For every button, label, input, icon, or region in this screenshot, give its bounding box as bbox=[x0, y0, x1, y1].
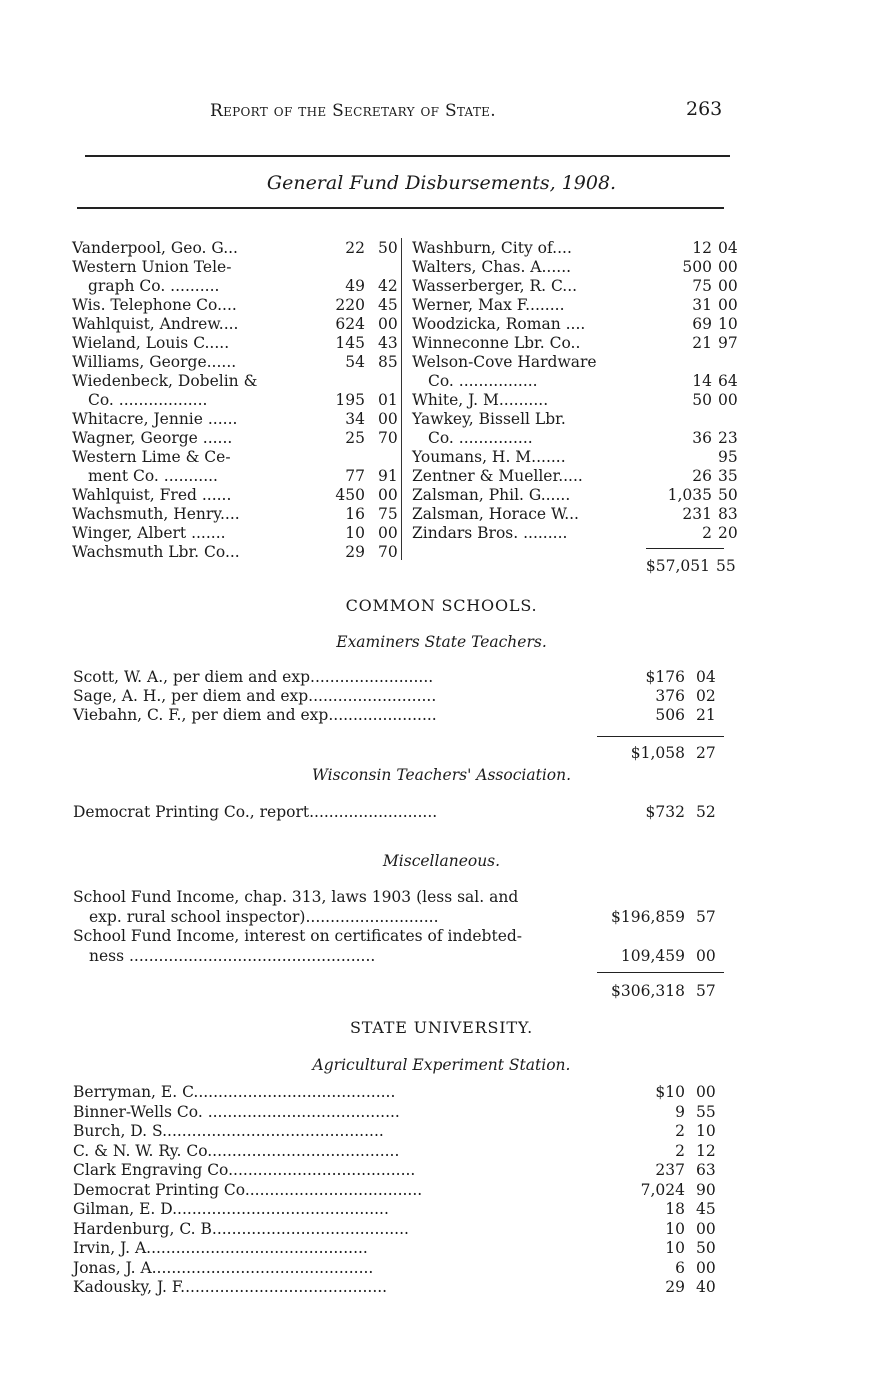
general-total-dollars: $57,051 bbox=[645, 557, 710, 575]
amount-cents: 00 bbox=[696, 1258, 716, 1277]
amount-dollars: 220 bbox=[335, 296, 365, 314]
payee-name: Co. ............... bbox=[428, 429, 533, 447]
amount-cents: 52 bbox=[696, 803, 716, 821]
ledger-row bbox=[73, 1082, 723, 1102]
misc-total-rule bbox=[597, 972, 724, 973]
amount-cents: 20 bbox=[718, 524, 738, 542]
ledger-row bbox=[412, 372, 742, 391]
ledger-row bbox=[72, 239, 400, 258]
ledger-row bbox=[72, 467, 400, 486]
amount-dollars: 50 bbox=[692, 391, 712, 409]
amount-cents: 00 bbox=[696, 1219, 716, 1238]
payee-name: Werner, Max F........ bbox=[412, 296, 565, 314]
amount-dollars: 231 bbox=[682, 505, 712, 523]
amount-dollars: 7,024 bbox=[640, 1180, 685, 1199]
entry-description: Scott, W. A., per diem and exp......................... bbox=[73, 668, 434, 686]
payee-name: Wieland, Louis C..... bbox=[72, 334, 230, 352]
payee-name: ment Co. ........... bbox=[88, 467, 218, 485]
ledger-row bbox=[72, 448, 400, 467]
ledger-row bbox=[412, 467, 742, 486]
ledger-row bbox=[72, 258, 400, 277]
common-schools-heading: COMMON SCHOOLS. bbox=[345, 596, 538, 615]
entry-description: exp. rural school inspector)........................... bbox=[89, 907, 439, 926]
amount-dollars: 237 bbox=[655, 1161, 685, 1179]
ledger-row bbox=[72, 372, 400, 391]
ledger-row bbox=[73, 907, 723, 927]
amount-dollars: 29 bbox=[665, 1278, 685, 1296]
examiners-subheading: Examiners State Teachers. bbox=[336, 633, 547, 651]
ledger-row bbox=[412, 486, 742, 505]
ledger-row bbox=[412, 391, 742, 410]
misc-total-row bbox=[73, 981, 723, 1001]
payee-name: Vanderpool, Geo. G... bbox=[72, 239, 238, 257]
entry-description: Jonas, J. A............................................. bbox=[73, 1258, 374, 1277]
amount-cents: 83 bbox=[718, 505, 738, 523]
payee-name: Yawkey, Bissell Lbr. bbox=[412, 410, 566, 428]
general-total-rule bbox=[646, 548, 724, 549]
amount-cents: 35 bbox=[718, 467, 738, 485]
amount-cents: 63 bbox=[696, 1161, 716, 1179]
amount-dollars: 450 bbox=[335, 486, 365, 504]
running-head-title: Report of the Secretary of State. bbox=[210, 101, 496, 121]
ledger-row bbox=[73, 1199, 723, 1219]
amount-dollars: 376 bbox=[655, 687, 685, 705]
misc-total-dollars: $306,318 bbox=[611, 982, 685, 1000]
examiners-total-rule bbox=[597, 736, 724, 737]
ledger-row bbox=[72, 486, 400, 505]
general-total-row bbox=[410, 557, 740, 576]
amount-dollars: 22 bbox=[345, 239, 365, 257]
amount-cents: 12 bbox=[696, 1141, 716, 1160]
ledger-row bbox=[72, 334, 400, 353]
ledger-row bbox=[73, 802, 723, 822]
ledger-row bbox=[412, 410, 742, 429]
amount-cents: 00 bbox=[696, 1083, 716, 1101]
entry-description: Democrat Printing Co.................................... bbox=[73, 1180, 423, 1199]
amount-cents: 00 bbox=[718, 258, 738, 276]
amount-dollars: 34 bbox=[345, 410, 365, 428]
amount-cents: 01 bbox=[378, 391, 398, 409]
ledger-row bbox=[73, 705, 723, 725]
amount-cents: 42 bbox=[378, 277, 398, 295]
ledger-row bbox=[72, 296, 400, 315]
amount-dollars: 14 bbox=[692, 372, 712, 390]
amount-dollars: 49 bbox=[345, 277, 365, 295]
ledger-row bbox=[412, 315, 742, 334]
amount-cents: 00 bbox=[378, 410, 398, 428]
amount-cents: 23 bbox=[718, 429, 738, 447]
ledger-row bbox=[72, 315, 400, 334]
payee-name: Wahlquist, Andrew.... bbox=[72, 315, 239, 333]
amount-dollars: 69 bbox=[692, 315, 712, 333]
examiners-total-row bbox=[73, 743, 723, 763]
amount-dollars: $10 bbox=[655, 1083, 685, 1101]
amount-dollars: $196,859 bbox=[611, 907, 685, 926]
misc-total-cents: 57 bbox=[696, 982, 716, 1000]
ledger-row bbox=[73, 1141, 723, 1161]
amount-cents: 57 bbox=[696, 907, 716, 926]
association-subheading: Wisconsin Teachers' Association. bbox=[311, 766, 572, 784]
entry-description: School Fund Income, chap. 313, laws 1903 (less sal. and bbox=[73, 888, 519, 906]
amount-dollars: 18 bbox=[665, 1200, 685, 1218]
amount-dollars: 6 bbox=[675, 1258, 685, 1277]
misc-subheading: Miscellaneous. bbox=[382, 852, 501, 870]
entry-description: Binner-Wells Co. ....................................... bbox=[73, 1102, 400, 1121]
general-total-cents: 55 bbox=[716, 557, 736, 575]
amount-dollars: 2 bbox=[675, 1122, 685, 1140]
amount-cents: 43 bbox=[378, 334, 398, 352]
ledger-row bbox=[412, 524, 742, 543]
payee-name: Winger, Albert ....... bbox=[72, 524, 226, 542]
amount-cents: 10 bbox=[718, 315, 738, 333]
payee-name: Washburn, City of.... bbox=[412, 239, 572, 257]
amount-dollars: $732 bbox=[645, 803, 685, 821]
amount-cents: 40 bbox=[696, 1278, 716, 1296]
payee-name: Whitacre, Jennie ...... bbox=[72, 410, 238, 428]
amount-cents: 04 bbox=[696, 668, 716, 686]
entry-description: Viebahn, C. F., per diem and exp...................... bbox=[73, 706, 437, 724]
ledger-row bbox=[73, 887, 723, 907]
payee-name: Zalsman, Phil. G...... bbox=[412, 486, 571, 504]
amount-dollars: 12 bbox=[692, 239, 712, 257]
ledger-row bbox=[73, 1180, 723, 1200]
amount-cents: 95 bbox=[718, 448, 738, 466]
ledger-row bbox=[412, 353, 742, 372]
amount-cents: 45 bbox=[378, 296, 398, 314]
amount-dollars: 36 bbox=[692, 429, 712, 447]
entry-description: C. & N. W. Ry. Co....................................... bbox=[73, 1141, 400, 1160]
amount-dollars: 77 bbox=[345, 467, 365, 485]
amount-dollars: 2 bbox=[702, 524, 712, 542]
ledger-row bbox=[73, 686, 723, 706]
amount-dollars: 2 bbox=[675, 1141, 685, 1160]
amount-dollars: 506 bbox=[655, 706, 685, 724]
payee-name: Wachsmuth Lbr. Co... bbox=[72, 543, 240, 561]
ledger-row bbox=[73, 1102, 723, 1122]
amount-cents: 50 bbox=[718, 486, 738, 504]
amount-cents: 70 bbox=[378, 429, 398, 447]
ledger-row bbox=[72, 391, 400, 410]
amount-cents: 55 bbox=[696, 1102, 716, 1121]
payee-name: Western Lime & Ce- bbox=[72, 448, 231, 466]
amount-cents: 02 bbox=[696, 687, 716, 705]
caption-rule bbox=[77, 207, 724, 209]
ledger-row bbox=[73, 1219, 723, 1239]
amount-dollars: 16 bbox=[345, 505, 365, 523]
experiment-station-subheading: Agricultural Experiment Station. bbox=[312, 1056, 571, 1074]
payee-name: White, J. M.......... bbox=[412, 391, 549, 409]
ledger-row bbox=[412, 448, 742, 467]
amount-cents: 70 bbox=[378, 543, 398, 561]
ledger-row bbox=[72, 505, 400, 524]
ledger-row bbox=[72, 410, 400, 429]
payee-name: Co. .................. bbox=[88, 391, 208, 409]
ledger-row bbox=[72, 429, 400, 448]
amount-cents: 50 bbox=[696, 1239, 716, 1257]
entry-description: Kadousky, J. F.......................................... bbox=[73, 1278, 388, 1296]
entry-description: Hardenburg, C. B........................................ bbox=[73, 1219, 409, 1238]
ledger-row bbox=[73, 667, 723, 687]
entry-description: Berryman, E. C......................................... bbox=[73, 1083, 396, 1101]
ledger-row bbox=[73, 1277, 723, 1297]
ledger-row bbox=[73, 1160, 723, 1180]
ledger-row bbox=[72, 524, 400, 543]
payee-name: Woodzicka, Roman .... bbox=[412, 315, 586, 333]
ledger-row bbox=[412, 277, 742, 296]
examiners-total-dollars: $1,058 bbox=[630, 744, 685, 762]
ledger-row bbox=[412, 258, 742, 277]
payee-name: Youmans, H. M....... bbox=[412, 448, 566, 466]
amount-dollars: 10 bbox=[345, 524, 365, 542]
amount-dollars: 31 bbox=[692, 296, 712, 314]
payee-name: Wiedenbeck, Dobelin & bbox=[72, 372, 258, 390]
ledger-row bbox=[72, 353, 400, 372]
entry-description: Gilman, E. D............................................ bbox=[73, 1200, 389, 1218]
amount-dollars: 109,459 bbox=[620, 946, 685, 965]
entry-description: Clark Engraving Co...................................... bbox=[73, 1161, 416, 1179]
payee-name: Western Union Tele- bbox=[72, 258, 232, 276]
amount-cents: 00 bbox=[718, 391, 738, 409]
amount-cents: 50 bbox=[378, 239, 398, 257]
amount-dollars: 54 bbox=[345, 353, 365, 371]
ledger-row bbox=[73, 926, 723, 946]
payee-name: Zindars Bros. ......... bbox=[412, 524, 568, 542]
payee-name: Wasserberger, R. C... bbox=[412, 277, 578, 295]
payee-name: Welson-Cove Hardware bbox=[412, 353, 597, 371]
amount-cents: 45 bbox=[696, 1200, 716, 1218]
table-caption: General Fund Disbursements, 1908. bbox=[266, 172, 617, 194]
amount-dollars: 145 bbox=[335, 334, 365, 352]
payee-name: Zalsman, Horace W... bbox=[412, 505, 579, 523]
amount-dollars: 1,035 bbox=[667, 486, 712, 504]
ledger-row bbox=[73, 1238, 723, 1258]
amount-cents: 21 bbox=[696, 706, 716, 724]
entry-description: Burch, D. S............................................. bbox=[73, 1122, 384, 1140]
amount-dollars: 75 bbox=[692, 277, 712, 295]
examiners-total-cents: 27 bbox=[696, 744, 716, 762]
amount-dollars: 21 bbox=[692, 334, 712, 352]
ledger-row bbox=[412, 239, 742, 258]
payee-name: Wis. Telephone Co.... bbox=[72, 296, 237, 314]
ledger-row bbox=[73, 1121, 723, 1141]
ledger-row bbox=[73, 946, 723, 966]
payee-name: Wachsmuth, Henry.... bbox=[72, 505, 240, 523]
ledger-row bbox=[412, 429, 742, 448]
amount-cents: 00 bbox=[378, 315, 398, 333]
entry-description: School Fund Income, interest on certificates of indebted- bbox=[73, 927, 523, 945]
payee-name: Co. ................ bbox=[428, 372, 538, 390]
amount-dollars: 29 bbox=[345, 543, 365, 561]
ledger-row bbox=[73, 1258, 723, 1278]
payee-name: Zentner & Mueller..... bbox=[412, 467, 583, 485]
payee-name: Williams, George...... bbox=[72, 353, 237, 371]
amount-dollars: 624 bbox=[335, 315, 365, 333]
column-divider bbox=[401, 238, 402, 560]
payee-name: Winneconne Lbr. Co.. bbox=[412, 334, 581, 352]
amount-cents: 91 bbox=[378, 467, 398, 485]
amount-cents: 00 bbox=[378, 524, 398, 542]
amount-cents: 04 bbox=[718, 239, 738, 257]
top-rule bbox=[85, 155, 730, 157]
amount-dollars: 10 bbox=[665, 1239, 685, 1257]
ledger-row bbox=[412, 505, 742, 524]
ledger-row bbox=[72, 277, 400, 296]
payee-name: Wagner, George ...... bbox=[72, 429, 233, 447]
amount-dollars: 25 bbox=[345, 429, 365, 447]
entry-description: ness .................................................. bbox=[89, 946, 376, 965]
amount-cents: 00 bbox=[718, 277, 738, 295]
amount-cents: 00 bbox=[718, 296, 738, 314]
amount-dollars: 26 bbox=[692, 467, 712, 485]
payee-name: Walters, Chas. A...... bbox=[412, 258, 572, 276]
amount-dollars: 10 bbox=[665, 1219, 685, 1238]
amount-cents: 75 bbox=[378, 505, 398, 523]
amount-dollars: 195 bbox=[335, 391, 365, 409]
amount-cents: 85 bbox=[378, 353, 398, 371]
ledger-row bbox=[412, 296, 742, 315]
amount-dollars: 9 bbox=[675, 1102, 685, 1121]
amount-cents: 00 bbox=[378, 486, 398, 504]
entry-description: Irvin, J. A............................................. bbox=[73, 1239, 368, 1257]
amount-cents: 97 bbox=[718, 334, 738, 352]
entry-description: Sage, A. H., per diem and exp.......................... bbox=[73, 687, 437, 705]
state-university-heading: STATE UNIVERSITY. bbox=[349, 1018, 534, 1037]
ledger-row bbox=[72, 543, 400, 562]
amount-cents: 10 bbox=[696, 1122, 716, 1140]
entry-description: Democrat Printing Co., report.......................... bbox=[73, 803, 438, 821]
amount-dollars: 500 bbox=[682, 258, 712, 276]
payee-name: graph Co. .......... bbox=[88, 277, 220, 295]
ledger-row bbox=[412, 334, 742, 353]
amount-cents: 90 bbox=[696, 1180, 716, 1199]
amount-dollars: $176 bbox=[645, 668, 685, 686]
amount-cents: 00 bbox=[696, 946, 716, 965]
payee-name: Wahlquist, Fred ...... bbox=[72, 486, 232, 504]
amount-cents: 64 bbox=[718, 372, 738, 390]
page-number: 263 bbox=[686, 98, 723, 120]
